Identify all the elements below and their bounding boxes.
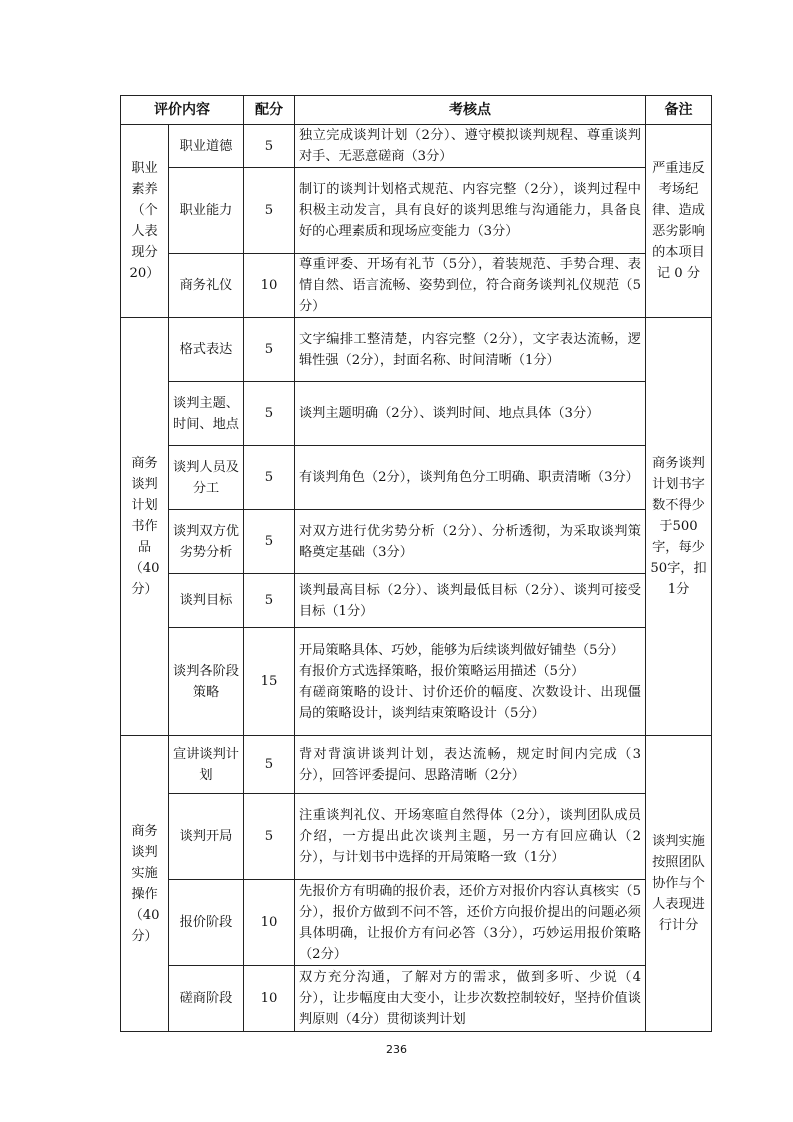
row-score: 5 <box>244 168 295 254</box>
table-row <box>121 966 712 1032</box>
table-row <box>121 880 712 966</box>
section-category: 职业素养（个人表现分20） <box>121 125 169 318</box>
header-criteria: 考核点 <box>295 96 646 125</box>
page-number: 236 <box>386 1043 407 1056</box>
table-row <box>121 736 712 794</box>
row-criteria: 独立完成谈判计划（2分）、遵守模拟谈判规程、尊重谈判对手、无恶意磋商（3分） <box>295 125 646 168</box>
table-row <box>121 382 712 446</box>
criteria-line: 有磋商策略的设计、讨价还价的幅度、次数设计、出现僵局的策略设计，谈判结束策略设计（5分） <box>299 684 641 721</box>
row-score: 5 <box>244 382 295 446</box>
row-item: 职业道德 <box>169 125 244 168</box>
row-item: 职业能力 <box>169 168 244 254</box>
row-score: 5 <box>244 318 295 382</box>
header-note: 备注 <box>646 96 712 125</box>
section-category: 商务谈判实施操作（40分） <box>121 736 169 1032</box>
row-criteria: 谈判最高目标（2分）、谈判最低目标（2分）、谈判可接受目标（1分） <box>295 574 646 628</box>
table-row <box>121 125 712 168</box>
row-criteria: 背对背演讲谈判计划，表达流畅，规定时间内完成（3分），回答评委提问、思路清晰（2分） <box>295 736 646 794</box>
row-item: 谈判各阶段策略 <box>169 628 244 736</box>
row-criteria: 注重谈判礼仪、开场寒暄自然得体（2分），谈判团队成员介绍，一方提出此次谈判主题，另一方有回应确认（2分），与计划书中选择的开局策略一致（1分） <box>295 794 646 880</box>
row-score: 10 <box>244 966 295 1032</box>
row-item: 格式表达 <box>169 318 244 382</box>
row-item: 报价阶段 <box>169 880 244 966</box>
table-row <box>121 168 712 254</box>
table-row <box>121 510 712 574</box>
row-criteria: 谈判主题明确（2分）、谈判时间、地点具体（3分） <box>295 382 646 446</box>
criteria-line: 开局策略具体、巧妙，能够为后续谈判做好铺垫（5分） <box>299 642 624 658</box>
row-item: 商务礼仪 <box>169 254 244 318</box>
row-item: 谈判双方优劣势分析 <box>169 510 244 574</box>
row-score: 5 <box>244 446 295 510</box>
header-score: 配分 <box>244 96 295 125</box>
section-category: 商务谈判计划书作品（40分） <box>121 318 169 736</box>
table-row <box>121 628 712 736</box>
row-criteria: 文字编排工整清楚，内容完整（2分），文字表达流畅，逻辑性强（2分），封面名称、时间清晰（1分） <box>295 318 646 382</box>
table-row <box>121 574 712 628</box>
criteria-line: 有报价方式选择策略，报价策略运用描述（5分） <box>299 663 585 679</box>
row-criteria: 对双方进行优劣势分析（2分）、分析透彻，为采取谈判策略奠定基础（3分） <box>295 510 646 574</box>
row-item: 谈判人员及分工 <box>169 446 244 510</box>
row-criteria: 制订的谈判计划格式规范、内容完整（2分），谈判过程中积极主动发言，具有良好的谈判思维与沟通能力，具备良好的心理素质和现场应变能力（3分） <box>295 168 646 254</box>
row-score: 15 <box>244 628 295 736</box>
table-header-row <box>121 96 712 125</box>
row-item: 磋商阶段 <box>169 966 244 1032</box>
section-note: 谈判实施按照团队协作与个人表现进行计分 <box>646 736 712 1032</box>
evaluation-table <box>120 95 712 1032</box>
row-score: 5 <box>244 125 295 168</box>
table-row <box>121 254 712 318</box>
row-criteria-multiline <box>295 628 646 736</box>
row-score: 10 <box>244 254 295 318</box>
section-note: 商务谈判计划书字数不得少于500字，每少50字，扣1分 <box>646 318 712 736</box>
row-item: 谈判开局 <box>169 794 244 880</box>
row-item: 谈判主题、时间、地点 <box>169 382 244 446</box>
row-criteria: 有谈判角色（2分），谈判角色分工明确、职责清晰（3分） <box>295 446 646 510</box>
row-score: 5 <box>244 736 295 794</box>
row-item: 宣讲谈判计划 <box>169 736 244 794</box>
header-category: 评价内容 <box>121 96 244 125</box>
row-item: 谈判目标 <box>169 574 244 628</box>
row-score: 10 <box>244 880 295 966</box>
row-score: 5 <box>244 794 295 880</box>
row-score: 5 <box>244 574 295 628</box>
row-criteria: 尊重评委、开场有礼节（5分），着装规范、手势合理、表情自然、语言流畅、姿势到位，符合商务谈判礼仪规范（5分） <box>295 254 646 318</box>
row-criteria: 双方充分沟通，了解对方的需求，做到多听、少说（4分），让步幅度由大变小，让步次数控制较好，坚持价值谈判原则（4分）贯彻谈判计划 <box>295 966 646 1032</box>
row-score: 5 <box>244 510 295 574</box>
table-row <box>121 318 712 382</box>
section-note: 严重违反考场纪律、造成恶劣影响的本项目记 0 分 <box>646 125 712 318</box>
row-criteria: 先报价方有明确的报价表，还价方对报价内容认真核实（5分），报价方做到不问不答，还价方向报价提出的问题必须具体明确，让报价方有问必答（3分），巧妙运用报价策略（2分） <box>295 880 646 966</box>
table-row <box>121 794 712 880</box>
table-row <box>121 446 712 510</box>
